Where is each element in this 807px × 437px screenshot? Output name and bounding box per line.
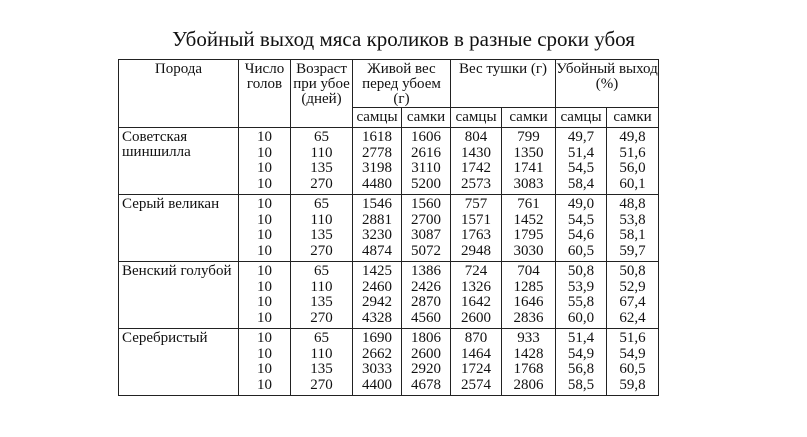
table-body xyxy=(119,128,659,396)
cell-value: 49,8 xyxy=(619,129,646,145)
cell-value: 50,8 xyxy=(567,263,595,279)
subheader-carcass-females: самки xyxy=(502,108,556,128)
header-count: Число голов xyxy=(239,60,291,128)
header-yield: Убойный выход (%) xyxy=(556,60,659,108)
cell-value: 53,8 xyxy=(619,211,646,228)
cell-carc-f xyxy=(502,262,556,329)
header-live-weight: Живой вес перед убоем (г) xyxy=(353,60,451,108)
cell-value: 1350 xyxy=(513,144,544,161)
cell-value: 704 xyxy=(517,263,540,279)
cell-value: 2616 xyxy=(411,144,441,161)
cell-value: 1642 xyxy=(461,294,491,310)
cell-yield-m xyxy=(556,128,607,195)
cell-age xyxy=(291,195,353,262)
cell-value: 51,6 xyxy=(619,330,646,346)
cell-count xyxy=(239,329,291,396)
header-age: Возраст при убое (дней) xyxy=(291,60,353,128)
cell-value: 4874 xyxy=(362,242,392,259)
cell-value: 10 xyxy=(257,294,272,310)
cell-live-m xyxy=(353,128,402,195)
cell-value: 3087 xyxy=(411,227,441,243)
cell-value: 10 xyxy=(257,330,272,346)
cell-carc-m xyxy=(451,262,502,329)
cell-value: 1795 xyxy=(513,227,544,243)
cell-value: 60,0 xyxy=(567,309,595,326)
cell-yield-m xyxy=(556,329,607,396)
cell-value: 799 xyxy=(517,129,540,145)
cell-yield-m xyxy=(556,262,607,329)
cell-value: 53,9 xyxy=(567,278,595,295)
cell-value: 54,5 xyxy=(567,160,595,176)
table-row xyxy=(119,329,659,396)
cell-value: 1285 xyxy=(513,278,544,295)
cell-value: 51,4 xyxy=(567,144,595,161)
cell-yield-f xyxy=(607,262,659,329)
cell-carc-m xyxy=(451,128,502,195)
cell-value: 1763 xyxy=(461,227,491,243)
cell-value: 110 xyxy=(310,345,333,362)
cell-value: 804 xyxy=(464,129,488,145)
cell-value: 67,4 xyxy=(619,294,646,310)
cell-value: 59,7 xyxy=(619,242,646,259)
cell-value: 65 xyxy=(314,196,329,212)
cell-value: 54,6 xyxy=(567,227,595,243)
cell-value: 933 xyxy=(517,330,540,346)
cell-value: 51,4 xyxy=(567,330,595,346)
cell-value: 50,8 xyxy=(619,263,646,279)
breed-cell: Серебристый xyxy=(119,329,239,396)
cell-live-m xyxy=(353,195,402,262)
cell-value: 10 xyxy=(257,278,272,295)
cell-value: 1724 xyxy=(461,361,491,377)
breed-cell: Серый великан xyxy=(119,195,239,262)
cell-value: 1806 xyxy=(411,330,441,346)
cell-value: 49,0 xyxy=(567,196,595,212)
cell-value: 10 xyxy=(257,144,272,161)
cell-value: 1618 xyxy=(362,129,392,145)
cell-value: 10 xyxy=(257,227,272,243)
cell-yield-f xyxy=(607,329,659,396)
cell-value: 2806 xyxy=(513,376,544,393)
cell-value: 60,1 xyxy=(619,175,646,192)
cell-value: 3030 xyxy=(513,242,544,259)
cell-value: 4560 xyxy=(411,309,441,326)
cell-value: 10 xyxy=(257,211,272,228)
subheader-yield-females: самки xyxy=(607,108,659,128)
cell-value: 51,6 xyxy=(619,144,646,161)
cell-value: 757 xyxy=(464,196,488,212)
cell-value: 65 xyxy=(314,129,329,145)
cell-value: 110 xyxy=(310,278,333,295)
cell-value: 270 xyxy=(310,376,333,393)
subheader-yield-males: самцы xyxy=(556,108,607,128)
cell-count xyxy=(239,195,291,262)
cell-count xyxy=(239,128,291,195)
cell-value: 4480 xyxy=(362,175,392,192)
cell-value: 65 xyxy=(314,263,329,279)
cell-value: 2573 xyxy=(461,175,491,192)
cell-value: 2836 xyxy=(513,309,544,326)
cell-value: 2778 xyxy=(362,144,392,161)
cell-value: 1646 xyxy=(513,294,544,310)
cell-value: 54,9 xyxy=(619,345,646,362)
cell-value: 56,8 xyxy=(567,361,595,377)
cell-value: 48,8 xyxy=(619,196,646,212)
cell-live-f xyxy=(402,195,451,262)
cell-value: 110 xyxy=(310,144,333,161)
header-breed: Порода xyxy=(119,60,239,128)
cell-value: 4400 xyxy=(362,376,392,393)
cell-value: 110 xyxy=(310,211,333,228)
cell-value: 761 xyxy=(517,196,540,212)
cell-value: 1464 xyxy=(461,345,491,362)
cell-value: 54,5 xyxy=(567,211,595,228)
table-row xyxy=(119,195,659,262)
cell-value: 2600 xyxy=(461,309,491,326)
cell-value: 870 xyxy=(464,330,488,346)
cell-value: 3198 xyxy=(362,160,392,176)
cell-value: 1430 xyxy=(461,144,491,161)
cell-value: 55,8 xyxy=(567,294,595,310)
cell-yield-f xyxy=(607,128,659,195)
breed-cell: Советская шиншилла xyxy=(119,128,239,195)
subheader-carcass-males: самцы xyxy=(451,108,502,128)
cell-value: 2920 xyxy=(411,361,441,377)
cell-value: 5200 xyxy=(411,175,441,192)
cell-yield-m xyxy=(556,195,607,262)
cell-carc-m xyxy=(451,329,502,396)
cell-value: 1768 xyxy=(513,361,544,377)
cell-live-f xyxy=(402,128,451,195)
cell-value: 58,1 xyxy=(619,227,646,243)
cell-value: 2662 xyxy=(362,345,392,362)
cell-carc-m xyxy=(451,195,502,262)
cell-value: 135 xyxy=(310,160,333,176)
table-row xyxy=(119,128,659,195)
subheader-live-females: самки xyxy=(402,108,451,128)
cell-value: 1560 xyxy=(411,196,441,212)
cell-value: 52,9 xyxy=(619,278,646,295)
cell-age xyxy=(291,262,353,329)
cell-value: 4328 xyxy=(362,309,392,326)
cell-value: 270 xyxy=(310,175,333,192)
cell-value: 1386 xyxy=(411,263,441,279)
slaughter-yield-table xyxy=(118,59,659,396)
cell-value: 2700 xyxy=(411,211,441,228)
cell-value: 2870 xyxy=(411,294,441,310)
cell-value: 65 xyxy=(314,330,329,346)
cell-yield-f xyxy=(607,195,659,262)
cell-value: 10 xyxy=(257,196,272,212)
cell-value: 10 xyxy=(257,309,272,326)
cell-live-m xyxy=(353,262,402,329)
cell-value: 1741 xyxy=(513,160,544,176)
cell-value: 10 xyxy=(257,345,272,362)
cell-live-f xyxy=(402,262,451,329)
cell-value: 1606 xyxy=(411,129,441,145)
cell-value: 60,5 xyxy=(567,242,595,259)
cell-count xyxy=(239,262,291,329)
cell-carc-f xyxy=(502,329,556,396)
cell-value: 49,7 xyxy=(567,129,595,145)
cell-value: 2948 xyxy=(461,242,491,259)
cell-value: 3083 xyxy=(513,175,544,192)
cell-value: 10 xyxy=(257,160,272,176)
cell-value: 58,5 xyxy=(567,376,595,393)
cell-value: 1452 xyxy=(513,211,544,228)
cell-value: 10 xyxy=(257,175,272,192)
cell-value: 3110 xyxy=(411,160,441,176)
cell-value: 58,4 xyxy=(567,175,595,192)
cell-value: 724 xyxy=(464,263,488,279)
cell-value: 2600 xyxy=(411,345,441,362)
cell-value: 1428 xyxy=(513,345,544,362)
cell-value: 10 xyxy=(257,376,272,393)
cell-value: 60,5 xyxy=(619,361,646,377)
cell-value: 135 xyxy=(310,361,333,377)
cell-carc-f xyxy=(502,128,556,195)
cell-value: 10 xyxy=(257,129,272,145)
cell-age xyxy=(291,128,353,195)
cell-value: 2460 xyxy=(362,278,392,295)
cell-live-f xyxy=(402,329,451,396)
cell-age xyxy=(291,329,353,396)
cell-value: 59,8 xyxy=(619,376,646,393)
cell-live-m xyxy=(353,329,402,396)
cell-value: 2942 xyxy=(362,294,392,310)
table-title: Убойный выход мяса кроликов в разные сроки убоя xyxy=(172,27,635,51)
cell-value: 3230 xyxy=(362,227,392,243)
cell-value: 135 xyxy=(310,294,333,310)
cell-value: 62,4 xyxy=(619,309,646,326)
cell-value: 1742 xyxy=(461,160,491,176)
cell-value: 3033 xyxy=(362,361,392,377)
cell-value: 54,9 xyxy=(567,345,595,362)
cell-value: 2881 xyxy=(362,211,392,228)
cell-value: 4678 xyxy=(411,376,441,393)
cell-value: 1326 xyxy=(461,278,491,295)
cell-value: 10 xyxy=(257,263,272,279)
subheader-live-males: самцы xyxy=(353,108,402,128)
cell-carc-f xyxy=(502,195,556,262)
cell-value: 135 xyxy=(310,227,333,243)
cell-value: 2574 xyxy=(461,376,491,393)
cell-value: 1546 xyxy=(362,196,392,212)
cell-value: 10 xyxy=(257,361,272,377)
table-row xyxy=(119,262,659,329)
breed-cell: Венский голубой xyxy=(119,262,239,329)
header-carcass-weight: Вес тушки (г) xyxy=(451,60,556,108)
cell-value: 10 xyxy=(257,242,272,259)
cell-value: 270 xyxy=(310,242,333,259)
cell-value: 1571 xyxy=(461,211,491,228)
cell-value: 1690 xyxy=(362,330,392,346)
cell-value: 5072 xyxy=(411,242,441,259)
cell-value: 2426 xyxy=(411,278,441,295)
cell-value: 1425 xyxy=(362,263,392,279)
cell-value: 270 xyxy=(310,309,333,326)
cell-value: 56,0 xyxy=(619,160,646,176)
